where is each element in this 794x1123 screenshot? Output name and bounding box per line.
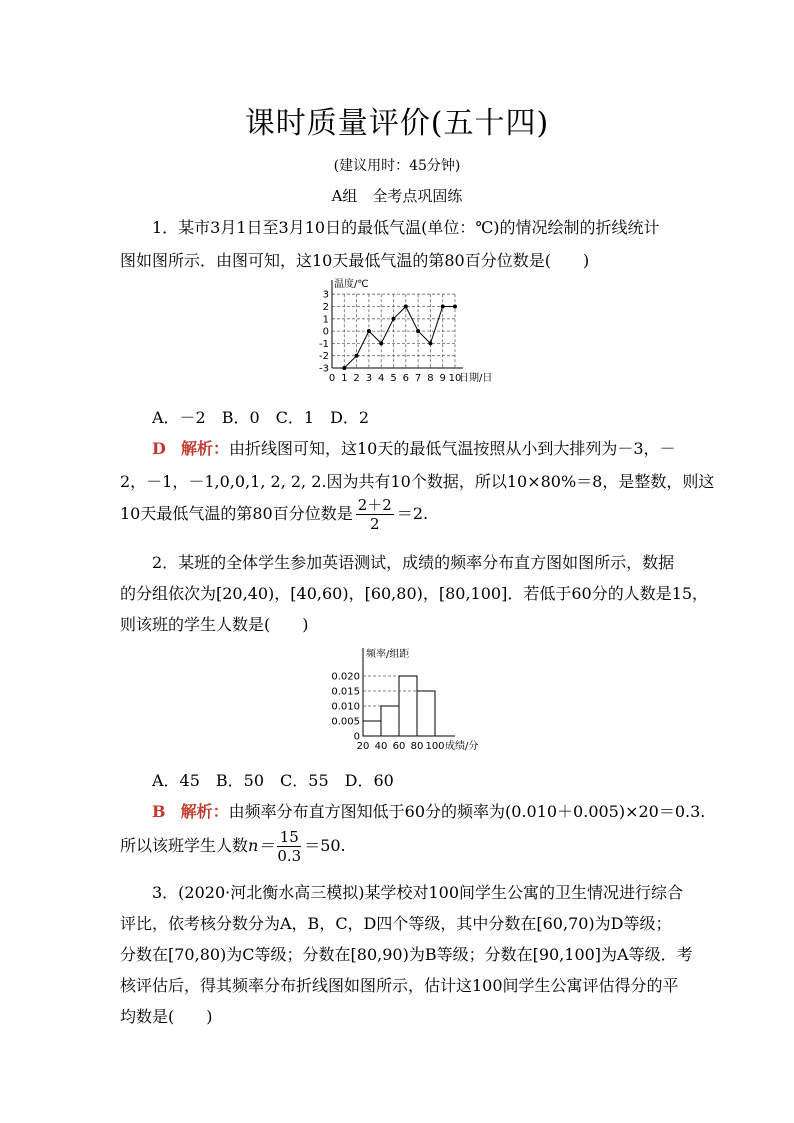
data-point xyxy=(416,329,420,333)
q1-analysis-line1: 由折线图可知，这10天的最低气温按照从小到大排列为－3，－ xyxy=(228,439,676,458)
y-tick-label: 0.005 xyxy=(331,716,360,728)
histogram-bar xyxy=(363,721,381,736)
x-tick-label: 20 xyxy=(356,741,370,752)
page-title: 课时质量评价(五十四) xyxy=(244,106,550,141)
q1-analysis-label: 解析： xyxy=(180,439,229,458)
y-tick-label: 1 xyxy=(322,314,329,326)
y-axis-label: 温度/℃ xyxy=(334,279,369,290)
data-point xyxy=(392,317,396,321)
y-tick-label: -1 xyxy=(319,338,329,350)
data-point xyxy=(355,354,359,358)
q2-fraction xyxy=(277,828,301,865)
x-tick-label: 60 xyxy=(392,741,406,752)
x-tick-label: 100 xyxy=(425,741,445,752)
q2-analysis-line2: 所以该班学生人数 xyxy=(120,836,249,855)
x-tick-label: 8 xyxy=(427,373,434,384)
q2-line1: 2．某班的全体学生参加英语测试，成绩的频率分布直方图如图所示，数据 xyxy=(152,553,675,572)
q1-line2: 图如图所示．由图可知，这10天最低气温的第80百分位数是( ) xyxy=(120,251,590,270)
x-tick-label: 5 xyxy=(390,373,397,384)
data-point xyxy=(404,305,408,309)
temperature-line-chart xyxy=(305,276,505,396)
q1-line1: 1．某市3月1日至3月10日的最低气温(单位：℃)的情况绘制的折线统计 xyxy=(152,218,660,237)
data-point xyxy=(342,366,346,370)
y-tick-label: -2 xyxy=(319,351,329,363)
x-tick-label: 9 xyxy=(439,373,446,384)
q1-fraction xyxy=(356,496,394,533)
y-tick-label: 2 xyxy=(322,302,329,313)
x-tick-label: 40 xyxy=(374,741,388,752)
data-point xyxy=(453,305,457,309)
y-tick-label: -3 xyxy=(319,363,329,375)
suggested-time: (建议用时：45分钟) xyxy=(333,158,461,174)
q2-answer: B xyxy=(152,802,166,821)
data-point xyxy=(441,305,445,309)
q2-line3: 则该班的学生人数是( ) xyxy=(120,615,309,634)
q2-frac-den: 0.3 xyxy=(277,847,302,865)
y-tick-label: 3 xyxy=(322,289,329,301)
q1-options: A．－2 B．0 C．1 D．2 xyxy=(152,408,370,427)
x-tick-label: 0 xyxy=(328,373,336,384)
q3-line3: 分数在[70,80)为C等级；分数在[80,90)为B等级；分数在[90,100]为A等级．考 xyxy=(120,945,693,964)
q3-line2: 评比，依考核分数分为A，B，C，D四个等级，其中分数在[60,70)为D等级； xyxy=(120,914,672,933)
y-axis-label: 频率/组距 xyxy=(366,649,410,660)
x-tick-label: 4 xyxy=(378,373,385,384)
x-axis-label: 日期/日 xyxy=(459,373,493,384)
histogram-bar xyxy=(399,676,417,736)
x-axis-label: 成绩/分 xyxy=(445,741,479,752)
histogram-bar xyxy=(381,706,399,736)
score-histogram xyxy=(325,642,505,757)
temperature-series-line xyxy=(344,307,455,369)
q3-line4: 核评估后，得其频率分布折线图如图所示，估计这100间学生公寓评估得分的平 xyxy=(120,976,679,995)
q2-analysis-label: 解析： xyxy=(180,802,229,821)
y-tick-label: 0.020 xyxy=(331,671,360,683)
histogram-bar xyxy=(417,691,435,736)
y-tick-label: 0 xyxy=(322,326,329,338)
q2-analysis-line1: 由频率分布直方图知低于60分的频率为(0.010＋0.005)×20＝0.3. xyxy=(228,802,706,821)
q1-analysis-result: ＝2. xyxy=(396,504,429,523)
q1-frac-num: 2＋2 xyxy=(357,496,392,514)
group-heading: A组 全考点巩固练 xyxy=(331,187,463,205)
y-tick-label: 0 xyxy=(353,731,360,743)
x-tick-label: 80 xyxy=(410,741,424,752)
q2-line2: 的分组依次为[20,40)，[40,60)，[60,80)，[80,100]．若低于60分的人数是15， xyxy=(120,584,709,603)
q1-analysis-line2: 2，－1，－1,0,0,1, 2, 2, 2.因为共有10个数据，所以10×80%＝8，是整数，则这 xyxy=(120,472,715,491)
y-tick-label: 0.015 xyxy=(331,686,360,698)
q2-options: A．45 B．50 C．55 D．60 xyxy=(152,771,394,790)
q1-analysis-line3: 10天最低气温的第80百分位数是 xyxy=(120,504,353,523)
q2-var-n: n＝ xyxy=(248,836,275,855)
data-point xyxy=(379,341,383,345)
x-tick-label: 10 xyxy=(448,373,462,384)
q3-line5: 均数是( ) xyxy=(120,1007,213,1026)
x-tick-label: 6 xyxy=(402,373,409,384)
q1-answer: D xyxy=(152,439,166,458)
q3-line1: 3．(2020·河北衡水高三模拟)某学校对100间学生公寓的卫生情况进行综合 xyxy=(152,883,684,902)
x-tick-label: 1 xyxy=(341,373,348,384)
x-tick-label: 3 xyxy=(365,373,373,384)
x-tick-label: 7 xyxy=(414,373,422,384)
q2-frac-num: 15 xyxy=(277,828,301,847)
q2-analysis-result: ＝50. xyxy=(304,836,346,855)
y-tick-label: 0.010 xyxy=(331,701,360,713)
x-tick-label: 2 xyxy=(353,373,360,384)
data-point xyxy=(367,329,371,333)
q1-frac-den: 2 xyxy=(370,515,380,533)
data-point xyxy=(428,341,432,345)
